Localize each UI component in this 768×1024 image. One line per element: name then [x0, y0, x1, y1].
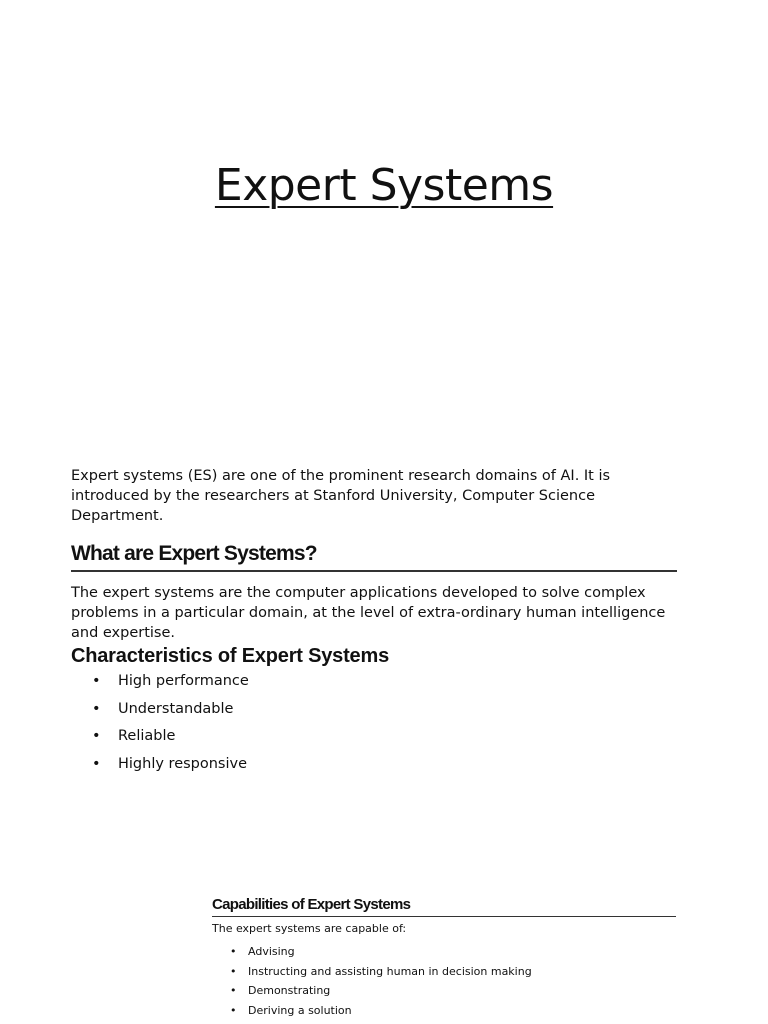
- bullet-icon: •: [230, 945, 237, 958]
- bullet-icon: •: [230, 964, 237, 978]
- what-are-expert-systems-heading: What are Expert Systems?: [71, 542, 677, 572]
- bullet-icon: •: [230, 984, 237, 997]
- list-item: [228, 1003, 532, 1023]
- intro-paragraph: Expert systems (ES) are one of the prominent research domains of AI. It is introduced by the researchers at Stanford University, Computer Science Department.: [71, 468, 611, 524]
- list-item: [90, 670, 249, 698]
- bullet-icon: •: [92, 728, 101, 744]
- capabilities-heading: Capabilities of Expert Systems: [212, 896, 676, 917]
- document-title: Expert Systems: [214, 160, 554, 211]
- characteristics-list: [90, 670, 249, 780]
- bullet-icon: •: [92, 673, 101, 689]
- what-are-expert-systems-paragraph: The expert systems are the computer applications developed to solve complex problems in a particular domain, at the level of extra-ordinary human intelligence and expertise.: [71, 585, 666, 641]
- list-item-label: Demonstrating: [248, 984, 331, 997]
- list-item-label: Instructing and assisting human in decision making: [248, 964, 532, 978]
- list-item-label: Deriving a solution: [248, 1003, 352, 1017]
- bullet-icon: •: [92, 700, 101, 717]
- list-item: [228, 983, 532, 1003]
- list-item: [90, 698, 249, 726]
- list-item-label: Advising: [248, 945, 295, 958]
- list-item: [228, 964, 532, 984]
- list-item: [228, 944, 532, 964]
- characteristics-heading: Characteristics of Expert Systems: [71, 645, 389, 667]
- list-item-label: Highly responsive: [118, 755, 248, 772]
- capabilities-list: [228, 944, 532, 1022]
- list-item: [90, 725, 249, 753]
- list-item: [90, 753, 249, 781]
- list-item-label: High performance: [118, 673, 249, 689]
- bullet-icon: •: [92, 755, 101, 772]
- list-item-label: Understandable: [118, 700, 234, 717]
- capabilities-intro: The expert systems are capable of:: [212, 922, 407, 935]
- list-item-label: Reliable: [118, 728, 176, 744]
- bullet-icon: •: [230, 1003, 237, 1017]
